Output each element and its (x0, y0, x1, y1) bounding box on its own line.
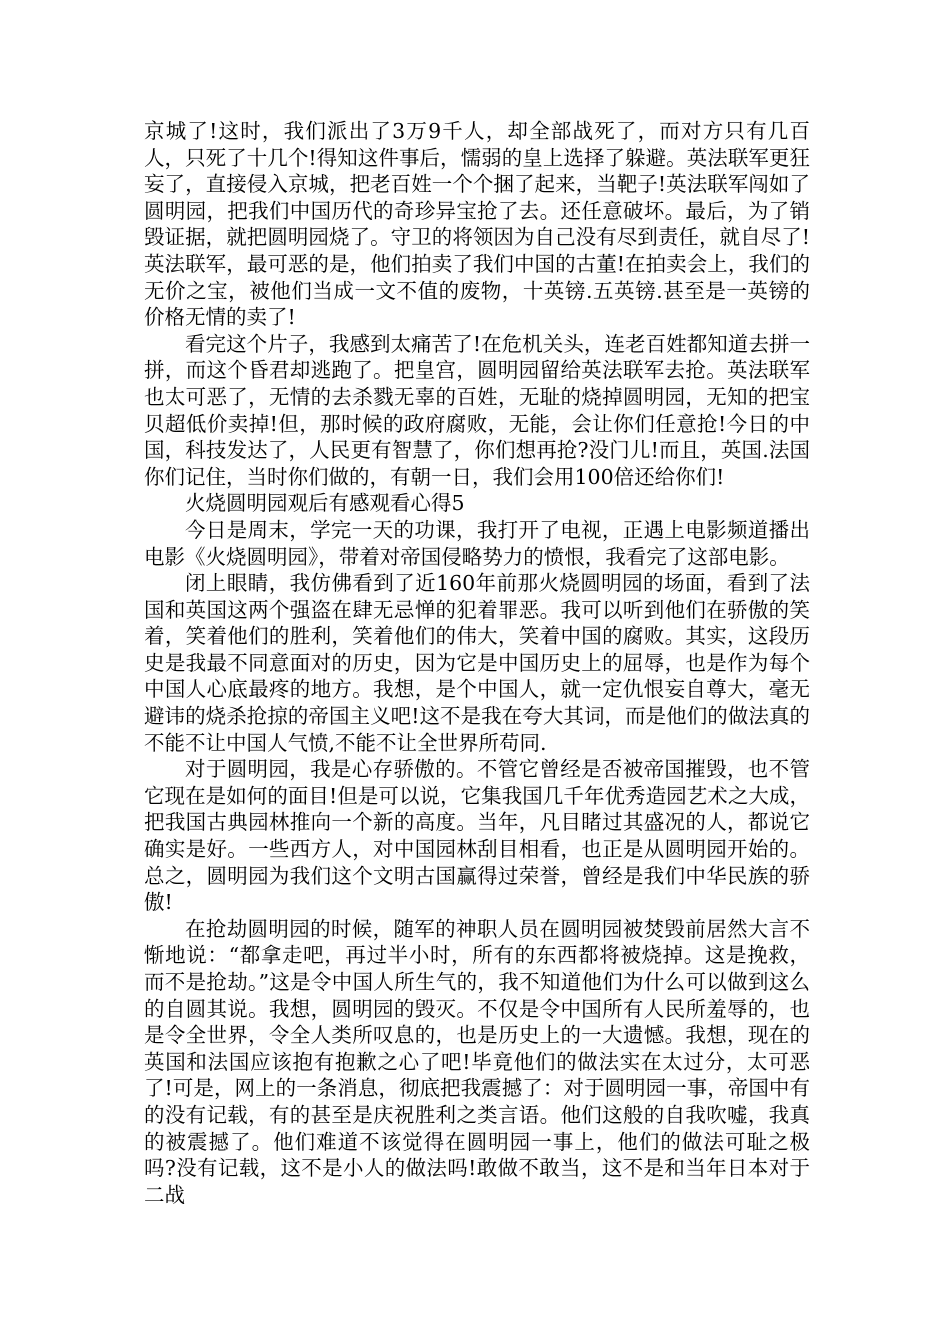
paragraph-2: 看完这个片子，我感到太痛苦了!在危机关头，连老百姓都知道去拼一拼，而这个昏君却逃跑了。把皇宫，圆明园留给英法联军去抢。英法联军也太可恶了，无情的去杀戮无辜的百姓，无耻的烧掉圆明园，无知的把宝贝超低价卖掉!但，那时候的政府腐败，无能，会让你们任意抢!今日的中国，科技发达了，人民更有智慧了，你们想再抢?没门儿!而且，英国.法国你们记住，当时你们做的，有朝一日，我们会用100倍还给你们! (144, 331, 810, 489)
paragraph-1: 京城了!这时，我们派出了3万9千人，却全部战死了，而对方只有几百人，只死了十几个!得知这件事后，懦弱的皇上选择了躲避。英法联军更狂妄了，直接侵入京城，把老百姓一个个捆了起来，当靶子!英法联军闯如了圆明园，把我们中国历代的奇珍异宝抢了去。还任意破坏。最后，为了销毁证据，就把圆明园烧了。守卫的将领因为自己没有尽到责任，就自尽了!英法联军，最可恶的是，他们拍卖了我们中国的古董!在拍卖会上，我们的无价之宝，被他们当成一文不值的废物，十英镑.五英镑.甚至是一英镑的价格无情的卖了! (144, 119, 810, 330)
document-body (144, 118, 810, 1208)
paragraph-6: 在抢劫圆明园的时候，随军的神职人员在圆明园被焚毁前居然大言不惭地说：“都拿走吧，再过半小时，所有的东西都将被烧掉。这是挽救，而不是抢劫。”这是令中国人所生气的，我不知道他们为什么可以做到这么的自圆其说。我想，圆明园的毁灭。不仅是令中国所有人民所羞辱的，也是令全世界，令全人类所叹息的，也是历史上的一大遗憾。我想，现在的英国和法国应该抱有抱歉之心了吧!毕竟他们的做法实在太过分，太可恶了!可是，网上的一条消息，彻底把我震撼了：对于圆明园一事，帝国中有的没有记载，有的甚至是庆祝胜利之类言语。他们这般的自我吹嘘，我真的被震撼了。他们难道不该觉得在圆明园一事上，他们的做法可耻之极吗?没有记载，这不是小人的做法吗!敢做不敢当，这不是和当年日本对于二战 (144, 916, 810, 1207)
paragraph-3: 今日是周末，学完一天的功课，我打开了电视，正遇上电影频道播出电影《火烧圆明园》，带着对帝国侵略势力的愤恨，我看完了这部电影。 (144, 517, 810, 569)
section-heading: 火烧圆明园观后有感观看心得5 (185, 491, 465, 516)
paragraph-5: 对于圆明园，我是心存骄傲的。不管它曾经是否被帝国摧毁，也不管它现在是如何的面目!但是可以说，它集我国几千年优秀造园艺术之大成，把我国古典园林推向一个新的高度。当年，凡目睹过其盛况的人，都说它确实是好。一些西方人，对中国园林刮目相看，也正是从圆明园开始的。总之，圆明园为我们这个文明古国赢得过荣誉，曾经是我们中华民族的骄傲! (144, 757, 810, 915)
paragraph-4: 闭上眼睛，我仿佛看到了近160年前那火烧圆明园的场面，看到了法国和英国这两个强盗在肆无忌惮的犯着罪恶。我可以听到他们在骄傲的笑着，笑着他们的胜利，笑着他们的伟大，笑着中国的腐败。其实，这段历史是我最不同意面对的历史，因为它是中国历史上的屈辱，也是作为每个中国人心底最疼的地方。我想，是个中国人，就一定仇恨妄自尊大，毫无避讳的烧杀抢掠的帝国主义吧!这不是我在夸大其词，而是他们的做法真的不能不让中国人气愤,不能不让全世界所苟同. (144, 571, 810, 755)
